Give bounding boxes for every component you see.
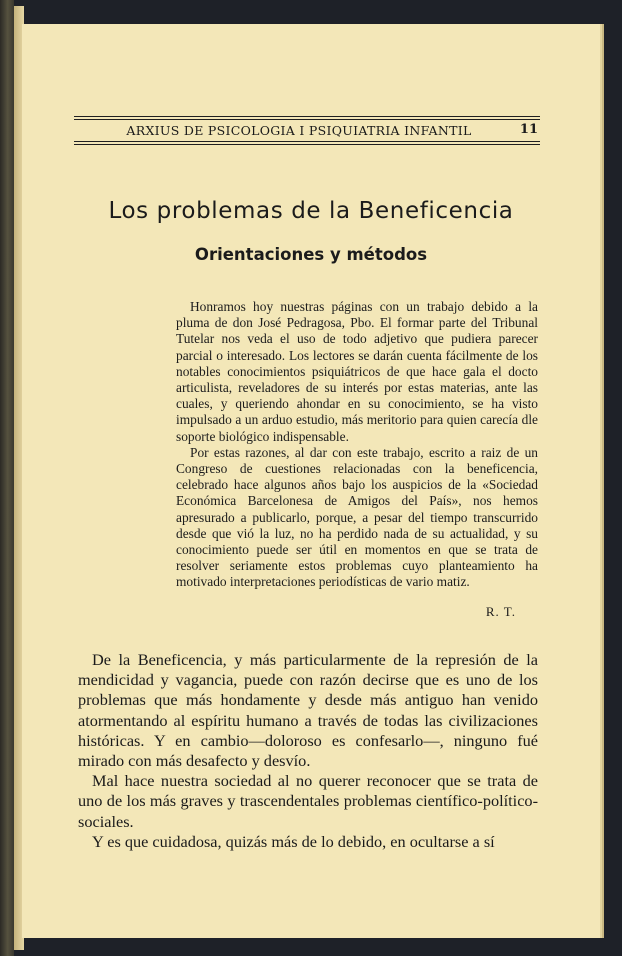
editorial-introduction [176, 299, 538, 591]
article-title: Los problemas de la Beneficencia [108, 198, 514, 224]
article-body [78, 650, 538, 852]
header-rule-bottom [74, 141, 540, 142]
article-subtitle: Orientaciones y métodos [194, 245, 428, 264]
running-title: ARXIUS DE PSICOLOGIA I PSIQUIATRIA INFANTIL [126, 123, 472, 138]
intro-paragraph: Honramos hoy nuestras páginas con un trabajo debido a la pluma de don José Pedragosa, Pbo. El formar parte del Tribunal Tutelar nos veda el uso de todo adjetivo que pudiera parecer parcial o interesado. Los lectores se darán cuenta fácilmente de los notables conocimientos psiquiátricos de que hace gala el docto articulista, reveladores de su interés por estas materias, ante las cuales, y queriendo ahondar en su conocimiento, se ha visto impulsado a un arduo estudio, más meritorio para quien carecía dle soporte biológico indispensable. [176, 299, 538, 444]
body-paragraph: Mal hace nuestra sociedad al no querer reconocer que se trata de uno de los más graves y trascendentales problemas científico-político-sociales. [78, 771, 538, 831]
book-page [22, 24, 600, 938]
header-rule-top-inner [74, 119, 540, 120]
book-binding-edge [0, 0, 14, 956]
body-paragraph: De la Beneficencia, y más particularmente de la represión de la mendicidad y vagancia, puede con razón decirse que es uno de los problemas que más hondamente y desde más antiguo han venido atormentando al espíritu humano a través de todas las civilizaciones históricas. Y en cambio—doloroso es confesarlo—, ninguno fué mirado con más desafecto y desvío. [78, 650, 538, 771]
editor-signature: R. T. [485, 604, 516, 619]
header-rule-bottom-inner [74, 144, 540, 145]
page-number: 11 [519, 122, 538, 137]
header-rule-top [74, 116, 540, 117]
running-header [74, 116, 540, 148]
intro-paragraph: Por estas razones, al dar con este trabajo, escrito a raiz de un Congreso de cuestiones relacionadas con la beneficencia, celebrado hace algunos años bajo los auspicios de la «Sociedad Económica Barcelonesa de Amigos del País», nos hemos apresurado a publicarlo, porque, a pesar del tiempo transcurrido desde que vió la luz, no ha perdido nada de su actualidad, y su conocimiento puede ser útil en momentos en que se trata de resolver seriamente estos problemas cuyo planteamiento ha motivado interpretaciones periodísticas de vario matiz. [176, 444, 538, 590]
body-paragraph: Y es que cuidadosa, quizás más de lo debido, en ocultarse a sí [92, 831, 495, 851]
